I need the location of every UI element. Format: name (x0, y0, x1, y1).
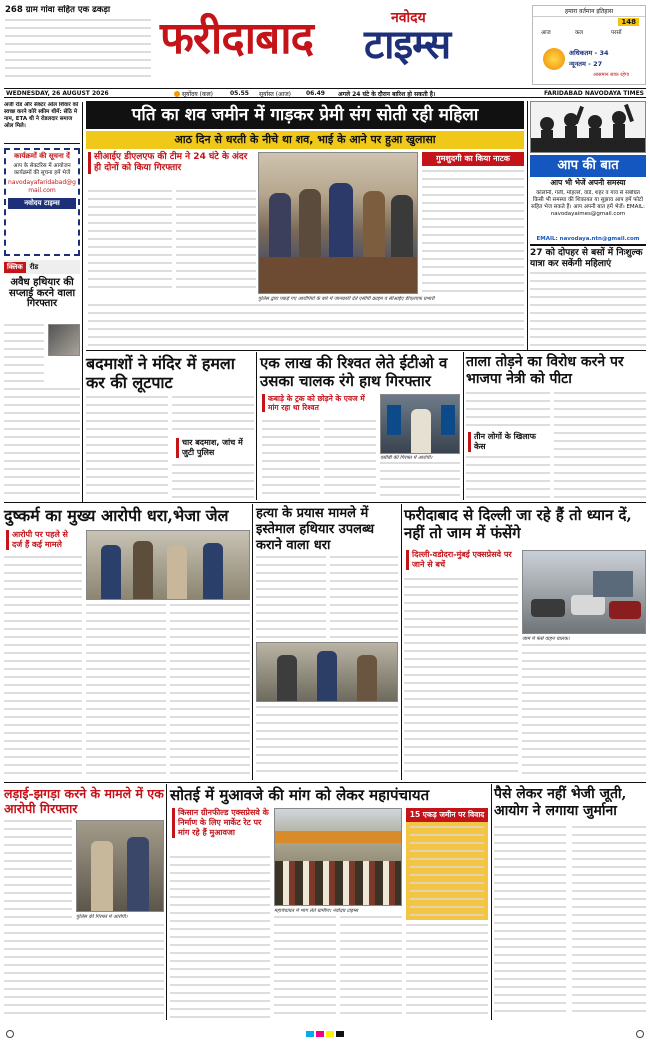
row4-divider-1 (166, 784, 167, 1020)
sidebar-events-box (4, 148, 80, 256)
events-email: navodayafaridabad@gmail.com (8, 179, 76, 194)
lead-headline-bar (86, 101, 524, 129)
events-title: कार्यक्रमों की सूचना दें (14, 152, 70, 160)
lead-subhead-bar (86, 131, 524, 149)
lead-col1-body (88, 190, 172, 290)
buses-headline: 27 को दोपहर से बसों में निःशुल्क यात्रा कर सकेंगी महिलाएं (530, 244, 646, 270)
bribe-body-3 (380, 462, 460, 498)
temple-body-3 (172, 464, 254, 498)
mahapanchayat-photo (274, 808, 402, 906)
masthead (0, 0, 650, 88)
fine-body-1 (494, 826, 566, 1018)
weapon-figure-1 (277, 655, 297, 702)
sun-icon (543, 48, 565, 70)
masthead-left-teaser (5, 5, 151, 85)
delhi-caption: जाम में फंसे वाहन चालक। (522, 636, 570, 642)
car-2 (571, 595, 605, 615)
weather-day-label-0: आज (541, 30, 551, 36)
temple-headline: बदमाशों ने मंदिर में हमला कर की लूटपाट (86, 354, 235, 392)
lead-photo-person-5 (391, 195, 413, 257)
masthead-brand-top: नवोदय (391, 10, 426, 26)
delhi-sub: दिल्ली-वडोदरा-मुंबई एक्सप्रेसवे पर जाने से बचें (406, 550, 516, 570)
sidebar-story-body2 (4, 388, 80, 500)
bribe-body-2 (324, 420, 376, 498)
lead-col3-body (422, 170, 524, 294)
click-read-strip (4, 260, 80, 274)
fight-caption: पुलिस की गिरफ्त में आरोपी। (76, 914, 128, 920)
lead-tag: गुमशुदगी का किया नाटक (422, 152, 524, 166)
car-3 (609, 601, 641, 619)
sunrise-icon (174, 91, 180, 97)
mahapanchayat-box-title: 15 एकड़ जमीन पर विवाद (406, 808, 488, 822)
delhi-body-2 (522, 644, 646, 778)
mahapanchayat-caption: महापंचायत में भाग लेते ग्रामीण। नवोदय टाइम्स (274, 908, 358, 914)
weapon-figure-3 (357, 655, 377, 702)
mahapanchayat-body-4 (406, 924, 488, 1018)
lock-box: तीन लोगों के खिलाफ केस (468, 432, 548, 452)
protest-silhouette-icon (531, 102, 646, 153)
dateline-tagline: अगले 24 घंटे के दौरान बारिश हो सकती है। (338, 91, 436, 98)
sidebar-teaser1: अर्जी रोड और सेक्टर ओल शिवार को स्वच्छ करने कोरे स्कीम थीमें: सेठि मे नाम, ETA थी ने रोडलदार समाज ओल मिले। (4, 102, 80, 144)
dateline (4, 88, 646, 98)
row4-top-rule (4, 782, 646, 783)
sunrise-label: सूर्योदय (कल) (182, 91, 214, 98)
fine-body-2 (572, 826, 646, 1018)
weapon-figure-2 (317, 651, 337, 702)
fight-body-1 (4, 820, 72, 920)
bribe-caption: एसीबी की गिरफ्त में आरोपी। (380, 455, 433, 461)
main-accused-photo (86, 530, 250, 600)
lead-photo-person-3 (329, 183, 353, 257)
sidebar-divider (82, 102, 83, 502)
temple-box: चार बदमाश, जांच में जुटी पुलिस (176, 438, 246, 458)
fight-headline: लड़ाई-झगड़ा करने के मामले में एक आरोपी गिरफ्तार (4, 786, 164, 816)
lead-bottom-body (88, 304, 524, 348)
accused-figure-3 (167, 545, 187, 600)
mahapanchayat-headline: सोतई में मुआवजे की मांग को लेकर महापंचायत (170, 786, 430, 804)
lead-photo (258, 152, 418, 294)
temp-note: आसमान साफ़ रहेगा (593, 72, 630, 78)
stage-canopy (275, 831, 402, 843)
lead-photo-person-2 (299, 189, 321, 257)
aap-email: EMAIL: navodaya.ntn@gmail.com (536, 236, 640, 242)
mahapanchayat-body-1 (170, 856, 270, 1018)
weapon-body-2 (330, 556, 398, 638)
weapon-headline: हत्या के प्रयास मामले में इस्तेमाल हथियार उपलब्ध कराने वाला धरा (256, 506, 375, 553)
main-accused-body-2 (86, 604, 166, 778)
lead-photo-person-4 (363, 191, 385, 257)
buses-body (530, 272, 646, 348)
acb-board-2 (441, 405, 455, 435)
row3-divider-2 (401, 504, 402, 780)
right-divider (527, 101, 528, 351)
temple-body-2 (172, 396, 254, 434)
accused-figure-4 (203, 543, 223, 600)
cmyk-bar (306, 1031, 344, 1037)
fight-figure-2 (127, 837, 149, 912)
aap-subtitle: आप भी भेजें अपनी समस्या (550, 178, 626, 187)
bribe-body-1 (262, 420, 320, 498)
mahapanchayat-box-body (410, 826, 484, 916)
lock-body-3 (554, 392, 646, 498)
weapon-photo (256, 642, 398, 702)
lead-col2-body (176, 190, 256, 290)
lead-sub1: सीआईए डीएलएफ की टीम ने 24 घंटे के अंदर ही दोनों को किया गिरफ्तार (88, 152, 250, 174)
left-teaser-title: 268 ग्राम गांवा सहित एक ढकड़ा (5, 5, 111, 15)
accused-figure-2 (133, 541, 153, 600)
sidebar-story-head: अवैध हथियार की सप्लाई करने वाला गिरफ्तार (8, 277, 76, 309)
truck (593, 571, 633, 597)
row4-divider-2 (491, 784, 492, 1020)
main-accused-body-3 (170, 604, 250, 778)
events-logo: नवोदय टाइम्स (8, 198, 76, 209)
lock-body-1 (466, 392, 550, 430)
sunrise-time: 05.55 (230, 90, 249, 97)
aap-graphic (530, 101, 646, 153)
print-mark-icon (6, 1030, 14, 1038)
sidebar-story-body (4, 324, 44, 384)
mahapanchayat-body-2 (274, 916, 336, 1018)
crowd-row (275, 861, 402, 906)
aap-title: आप की बात (530, 155, 646, 177)
acb-board (387, 405, 401, 435)
lead-photo-table (259, 257, 418, 293)
fine-headline: पैसे लेकर नहीं भेजी जूती, आयोग ने लगाया जुर्माना (494, 786, 627, 819)
accused-figure-1 (101, 545, 121, 600)
dateline-date: WEDNESDAY, 26 AUGUST 2026 (6, 90, 109, 97)
read-label: रीड (29, 262, 39, 271)
weather-box (532, 5, 646, 85)
main-accused-headline: दुष्कर्म का मुख्य आरोपी धरा,भेजा जेल (4, 506, 229, 525)
temp-min: न्यूनतम - 27 (569, 60, 603, 68)
print-marks-footer (0, 1024, 650, 1043)
main-accused-sub: आरोपी पर पहले से दर्ज हैं कई मामले (6, 530, 80, 550)
row2-divider-2 (463, 352, 464, 500)
weather-box-title: हमारा वर्तमान इतिहास (533, 6, 645, 17)
bribe-photo (380, 394, 460, 454)
masthead-brand-right: टाइम्स (364, 22, 451, 68)
lead-headline: पति का शव जमीन में गाड़कर प्रेमी संग सोती रही महिला (131, 105, 479, 125)
bribe-person (411, 409, 431, 454)
masthead-brand-left: फरीदाबाद (160, 13, 313, 64)
lead-photo-person-1 (269, 193, 291, 257)
weather-number: 148 (618, 18, 639, 26)
temp-max: अधिकतम - 34 (569, 49, 609, 57)
car-1 (531, 599, 565, 617)
delhi-photo (522, 550, 646, 634)
sunset-time: 06.49 (306, 90, 325, 97)
sunset-label: सूर्यास्त (आज) (259, 91, 292, 98)
sidebar-story-photo (48, 324, 80, 356)
fight-photo (76, 820, 164, 912)
mahapanchayat-sub: किसान ग्रीनफील्ड एक्सप्रेसवे के निर्माण के लिए मार्केट रेट पर मांग रहे हैं मुआवजा (172, 808, 270, 838)
left-sidebar (4, 102, 80, 500)
mahapanchayat-body-3 (340, 916, 402, 1018)
print-mark-icon-right (636, 1030, 644, 1038)
events-body: आप के सेक्टरिस में आयोजन कार्यक्रमों की सूचना हमें भेजें (13, 163, 71, 176)
delhi-body-1 (404, 578, 518, 778)
row3-top-rule (4, 502, 646, 503)
row2-divider-1 (256, 352, 257, 500)
left-teaser-body (5, 19, 151, 83)
row2-top-rule (86, 350, 646, 351)
fight-figure-1 (91, 841, 113, 912)
click-label: क्लिक (4, 262, 26, 273)
weapon-body-3 (256, 706, 398, 778)
lock-body-2 (466, 456, 550, 498)
aap-body: कॉलोनी, गली, मोहल्ले, वार्ड, शहर व गांव से संबंधित किसी भी समस्या की शिकायत या सुझाव आप हमें फोटो सहित भेज सकते हैं। आप अपनी बात हमें भेजें। EMAIL: navodayaimes@gmail.com (531, 190, 645, 217)
dateline-right: FARIDABAD NAVODAYA TIMES (544, 90, 644, 97)
fight-body-2 (4, 924, 164, 1018)
bribe-sub: कबाड़े के ट्रक को छोड़ने के एवज में मांग रहा था रिश्वत (262, 394, 372, 412)
weapon-body-1 (256, 556, 326, 638)
row3-divider-1 (252, 504, 253, 780)
bribe-headline: एक लाख की रिश्वत लेते ईटीओ व उसका चालक रंगे हाथ गिरफ्तार (260, 354, 448, 390)
main-accused-body-1 (4, 556, 82, 778)
weather-day-label-2: परसों (611, 30, 622, 36)
weather-day-label-1: कल (575, 30, 583, 36)
lead-caption: पुलिस द्वारा पकड़े गए आरोपियों के बारे में जानकारी देते एसीपी क्राइम व सीआईए डीएलएफ प्रभारी (258, 296, 435, 302)
lead-subhead: आठ दिन से धरती के नीचे था शव, भाई के आने पर हुआ खुलासा (174, 133, 436, 146)
lock-headline: ताला तोड़ने का विरोध करने पर भाजपा नेत्री को पीटा (466, 354, 624, 387)
temple-body-1 (86, 396, 168, 498)
delhi-headline: फरीदाबाद से दिल्ली जा रहे हैं तो ध्यान दें, नहीं तो जाम में फंसेंगे (404, 506, 632, 542)
